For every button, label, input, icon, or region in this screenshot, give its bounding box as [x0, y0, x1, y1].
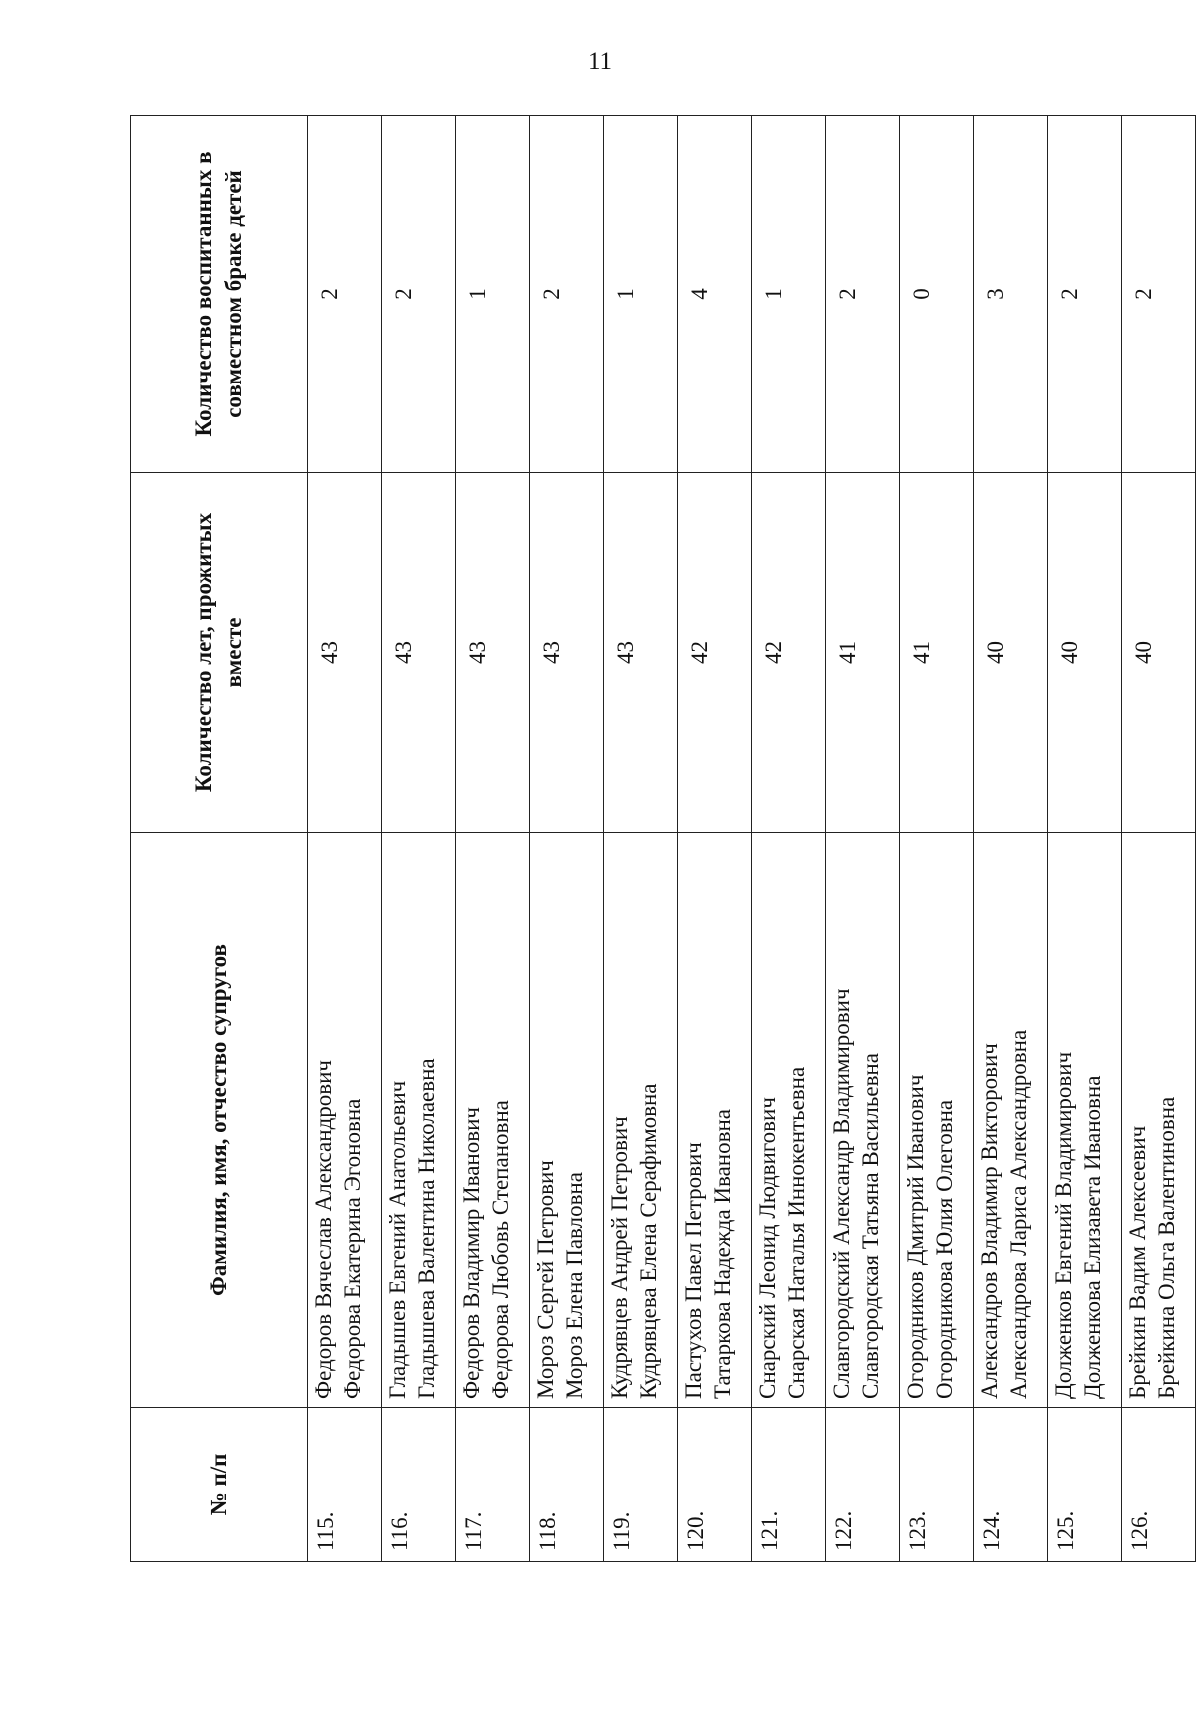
children-count: 2 [1122, 116, 1196, 473]
table-row [974, 116, 1048, 1562]
wife-name: Гладышева Валентина Николаевна [413, 1058, 439, 1399]
spouse-names [826, 833, 900, 1408]
row-number: 124. [974, 1408, 1048, 1562]
row-number: 118. [530, 1408, 604, 1562]
children-count: 1 [604, 116, 678, 473]
table-row [678, 116, 752, 1562]
rotated-table-container [130, 116, 1179, 1562]
husband-name: Пастухов Павел Петрович [681, 1142, 706, 1399]
row-number: 120. [678, 1408, 752, 1562]
years-together: 43 [382, 473, 456, 833]
header-children: Количество воспитанных в совместном браке детей [131, 116, 308, 473]
table-row [382, 116, 456, 1562]
row-number: 119. [604, 1408, 678, 1562]
husband-name: Федоров Владимир Иванович [459, 1107, 484, 1399]
husband-name: Александров Владимир Викторович [977, 1043, 1002, 1399]
table-row [1122, 116, 1196, 1562]
years-together: 43 [308, 473, 382, 833]
years-together: 42 [678, 473, 752, 833]
husband-name: Гладышев Евгений Анатольевич [385, 1080, 410, 1399]
years-together: 43 [456, 473, 530, 833]
spouse-names [382, 833, 456, 1408]
years-together: 43 [530, 473, 604, 833]
wife-name: Долженкова Елизавета Ивановна [1079, 1075, 1105, 1399]
spouse-names [308, 833, 382, 1408]
children-count: 2 [826, 116, 900, 473]
children-count: 2 [382, 116, 456, 473]
husband-name: Огородников Дмитрий Иванович [903, 1074, 928, 1399]
children-count: 2 [1048, 116, 1122, 473]
rotated-page-content [130, 116, 1179, 1562]
spouses-table [130, 115, 1196, 1562]
husband-name: Снарский Леонид Людвигович [755, 1097, 780, 1399]
years-together: 40 [1048, 473, 1122, 833]
table-row [308, 116, 382, 1562]
years-together: 42 [752, 473, 826, 833]
table-row [1048, 116, 1122, 1562]
husband-name: Долженков Евгений Владимирович [1051, 1051, 1076, 1399]
children-count: 1 [752, 116, 826, 473]
table-row [752, 116, 826, 1562]
row-number: 116. [382, 1408, 456, 1562]
years-together: 41 [900, 473, 974, 833]
spouse-names [752, 833, 826, 1408]
wife-name: Брейкина Ольга Валентиновна [1153, 1096, 1179, 1399]
row-number: 125. [1048, 1408, 1122, 1562]
table-row [530, 116, 604, 1562]
spouse-names [1048, 833, 1122, 1408]
children-count: 4 [678, 116, 752, 473]
row-number: 117. [456, 1408, 530, 1562]
spouse-names [974, 833, 1048, 1408]
wife-name: Александрова Лариса Александровна [1005, 1029, 1031, 1399]
years-together: 43 [604, 473, 678, 833]
row-number: 126. [1122, 1408, 1196, 1562]
husband-name: Федоров Вячеслав Александрович [311, 1059, 336, 1399]
wife-name: Огородникова Юлия Олеговна [931, 1099, 957, 1399]
wife-name: Федорова Екатерина Эгоновна [339, 1098, 365, 1399]
header-number: № п/п [131, 1408, 308, 1562]
years-together: 40 [1122, 473, 1196, 833]
wife-name: Мороз Елена Павловна [561, 1172, 587, 1399]
table-row [604, 116, 678, 1562]
wife-name: Татаркова Надежда Ивановна [709, 1109, 735, 1399]
spouse-names [1122, 833, 1196, 1408]
wife-name: Федорова Любовь Степановна [487, 1100, 513, 1399]
children-count: 2 [530, 116, 604, 473]
header-names: Фамилия, имя, отчество супругов [131, 833, 308, 1408]
spouse-names [530, 833, 604, 1408]
wife-name: Снарская Наталья Иннокентьевна [783, 1066, 809, 1399]
row-number: 115. [308, 1408, 382, 1562]
spouse-names [678, 833, 752, 1408]
spouse-names [900, 833, 974, 1408]
table-row [900, 116, 974, 1562]
table-header-row [131, 116, 308, 1562]
years-together: 40 [974, 473, 1048, 833]
husband-name: Брейкин Вадим Алексеевич [1125, 1125, 1150, 1399]
page-number: 11 [587, 48, 613, 75]
children-count: 3 [974, 116, 1048, 473]
children-count: 2 [308, 116, 382, 473]
husband-name: Славгородский Александр Владимирович [829, 988, 854, 1399]
spouse-names [604, 833, 678, 1408]
husband-name: Мороз Сергей Петрович [533, 1160, 558, 1399]
husband-name: Кудрявцев Андрей Петрович [607, 1116, 632, 1399]
row-number: 123. [900, 1408, 974, 1562]
row-number: 121. [752, 1408, 826, 1562]
table-row [826, 116, 900, 1562]
row-number: 122. [826, 1408, 900, 1562]
table-row [456, 116, 530, 1562]
header-years: Количество лет, прожитых вместе [131, 473, 308, 833]
wife-name: Кудрявцева Елена Серафимовна [635, 1083, 661, 1399]
spouse-names [456, 833, 530, 1408]
children-count: 0 [900, 116, 974, 473]
years-together: 41 [826, 473, 900, 833]
children-count: 1 [456, 116, 530, 473]
wife-name: Славгородская Татьяна Васильевна [857, 1053, 883, 1399]
